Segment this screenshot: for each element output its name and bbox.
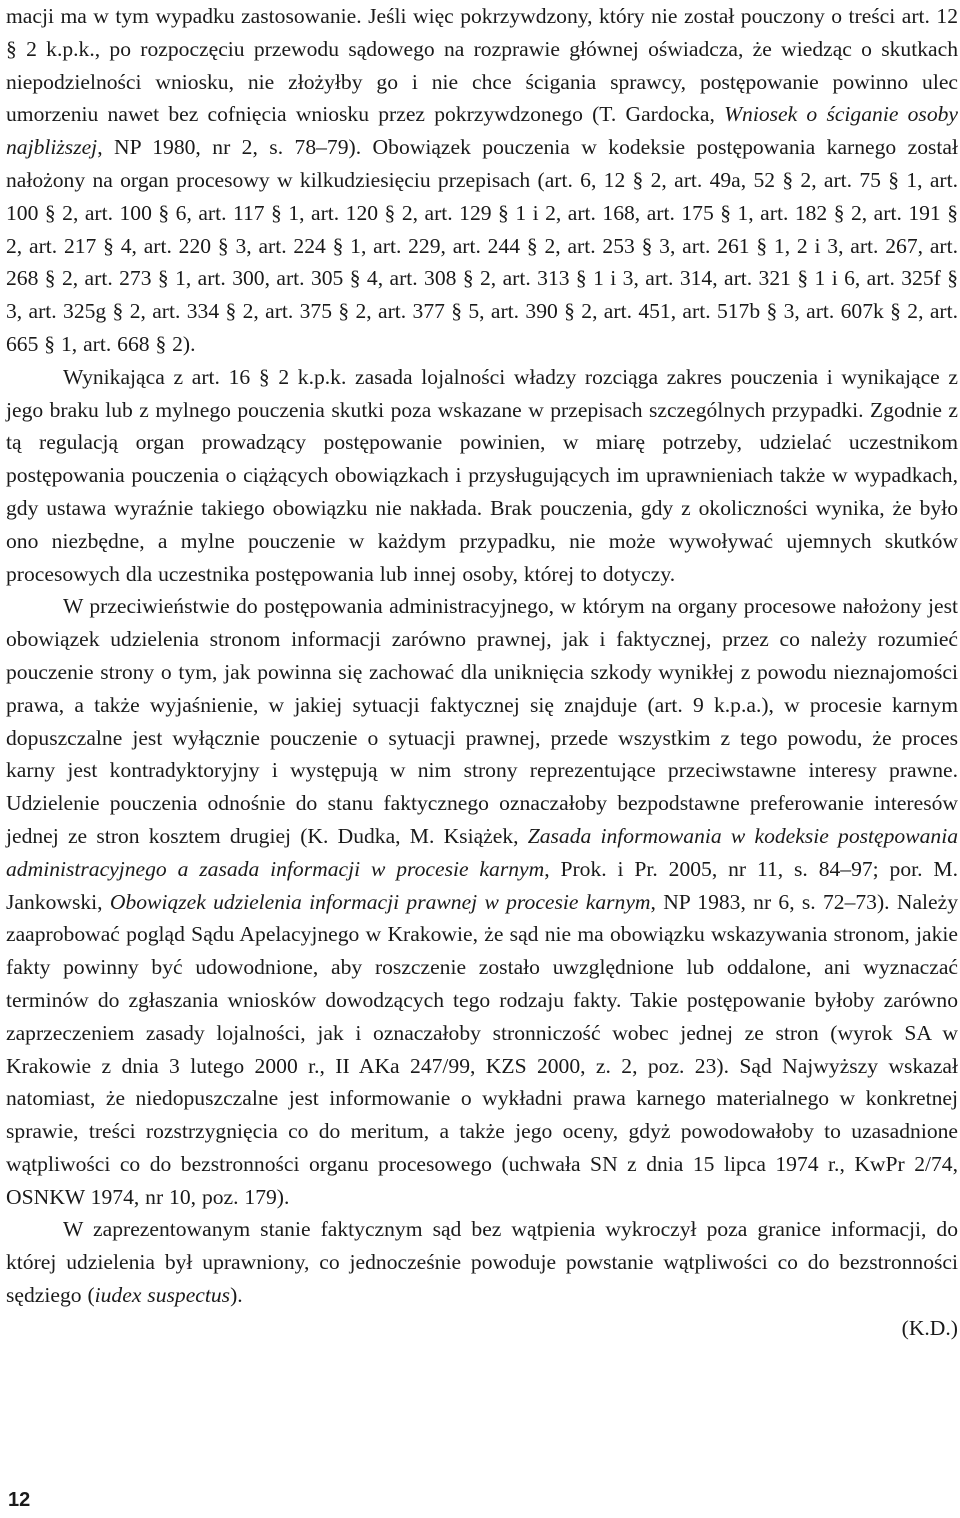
paragraph-4 [6, 1213, 958, 1311]
italic-citation-title: iudex suspectus [94, 1283, 231, 1308]
page-number: 12 [8, 1489, 31, 1511]
italic-citation-title: Zasada informowania w kodeksie postępowania administracyjnego a zasada informacji w procesie karnym [6, 823, 958, 881]
paragraph-2 [6, 361, 958, 591]
text-run: Wynikająca z art. 16 § 2 k.p.k. zasada lojalności władzy rozciąga zakres pouczenia i wynikające z jego braku lub z mylnego pouczenia skutki poza wskazane w przepisach szczególnych przypadki. Zgodnie z tą regulacją organ prowadzący postępowanie powinien, w miarę potrzeby, udzielać uczestnikom postępowania pouczenia o ciążących obowiązkach i przysługujących im uprawnieniach także w wypadkach, gdy ustawa wyraźnie takiego obowiązku nie nakłada. Brak pouczenia, gdy z okoliczności wynika, że było ono niezbędne, a mylne pouczenie w każdym przypadku, nie może wywoływać ujemnych skutków procesowych dla uczestnika postępowania lub innej osoby, której to dotyczy. [6, 364, 958, 586]
text-run: ). [230, 1283, 243, 1308]
italic-citation-title: Wniosek o ściganie osoby najbliższej [6, 102, 958, 160]
italic-citation-title: Obowiązek udzielenia informacji prawnej w procesie karnym [109, 889, 651, 914]
text-run: macji ma w tym wypadku zastosowanie. Jeśli więc pokrzywdzony, który nie został pouczony o treści art. 12 § 2 k.p.k., po rozpoczęciu przewodu sądowego na rozprawie głównej oświadcza, że wiedząc o skutkach niepodzielności wniosku, nie złożyłby go i nie chce ścigania sprawcy, postępowanie powinno ulec umorzeniu nawet bez cofnięcia wniosku przez pokrzywdzonego (T. Gardocka, [6, 4, 958, 127]
text-run: W przeciwieństwie do postępowania administracyjnego, w którym na organy procesowe nałożony jest obowiązek udzielenia stronom informacji zarówno prawnej, jak i faktycznej, przez co należy rozumieć pouczenie strony o tym, jak powinna się zachować dla uniknięcia szkody wynikłej z powodu nieznajomości prawa, a także wyjaśnienie, w jakiej sytuacji faktycznej się znajduje (art. 9 k.p.a.), w procesie karnym dopuszczalne jest wyłącznie pouczenie o sytuacji prawnej, przede wszystkim z tego powodu, że proces karny jest kontradyktoryjny i występują w nim strony reprezentujące przeciwstawne interesy prawne. Udzielenie pouczenia odnośnie do stanu faktycznego oznaczałoby bezpodstawne preferowanie interesów jednej ze stron kosztem drugiej (K. Dudka, M. Książek, [6, 594, 958, 848]
text-run: , NP 1983, nr 6, s. 72–73). Należy zaaprobować pogląd Sądu Apelacyjnego w Krakowie, że sąd nie ma obowiązku wskazywania stronom, jakie fakty powinny być udowodnione, aby roszczenie zostało uwzględnione lub oddalone, ani wyznaczać terminów do zgłaszania wniosków dowodzących tego rodzaju fakty. Takie postępowanie byłoby zarówno zaprzeczeniem zasady lojalności, jak i oznaczałoby stronniczość wobec jednej ze stron (wyrok SA w Krakowie z dnia 3 lutego 2000 r., II AKa 247/99, KZS 2000, z. 2, poz. 23). Sąd Najwyższy wskazał natomiast, że niedopuszczalne jest informowanie o wykładni prawa karnego materialnego w konkretnej sprawie, treści rozstrzygnięcia co do meritum, a także jego oceny, gdyż powodowałoby to uzasadnione wątpliwości co do bezstronności organu procesowego (uchwała SN z dnia 15 lipca 1974 r., KwPr 2/74, OSNKW 1974, nr 10, poz. 179). [6, 889, 958, 1209]
author-signature: (K.D.) [901, 1315, 958, 1340]
paragraph-1 [6, 0, 958, 361]
text-run: W zaprezentowanym stanie faktycznym sąd bez wątpienia wykroczył poza granice informacji, do której udzielenia był uprawniony, co jednocześnie powoduje powstanie wątpliwości co do bezstronności sędziego ( [6, 1217, 958, 1308]
text-run: , NP 1980, nr 2, s. 78–79). Obowiązek pouczenia w kodeksie postępowania karnego został nałożony na organ procesowy w kilkudziesięciu przepisach (art. 6, 12 § 2, art. 49a, 52 § 2, art. 75 § 1, art. 100 § 2, art. 100 § 6, art. 117 § 1, art. 120 § 2, art. 129 § 1 i 2, art. 168, art. 175 § 1, art. 182 § 2, art. 191 § 2, art. 217 § 4, art. 220 § 3, art. 224 § 1, art. 229, art. 244 § 2, art. 253 § 3, art. 261 § 1, 2 i 3, art. 267, art. 268 § 2, art. 273 § 1, art. 300, art. 305 § 4, art. 308 § 2, art. 313 § 1 i 3, art. 314, art. 321 § 1 i 6, art. 325f § 3, art. 325g § 2, art. 334 § 2, art. 375 § 2, art. 377 § 5, art. 390 § 2, art. 451, art. 517b § 3, art. 607k § 2, art. 665 § 1, art. 668 § 2). [6, 135, 958, 356]
page-content [6, 0, 958, 1345]
paragraph-3 [6, 590, 958, 1213]
text-run: , Prok. i Pr. 2005, nr 11, s. 84–97; por. M. Jankowski, [6, 856, 958, 914]
